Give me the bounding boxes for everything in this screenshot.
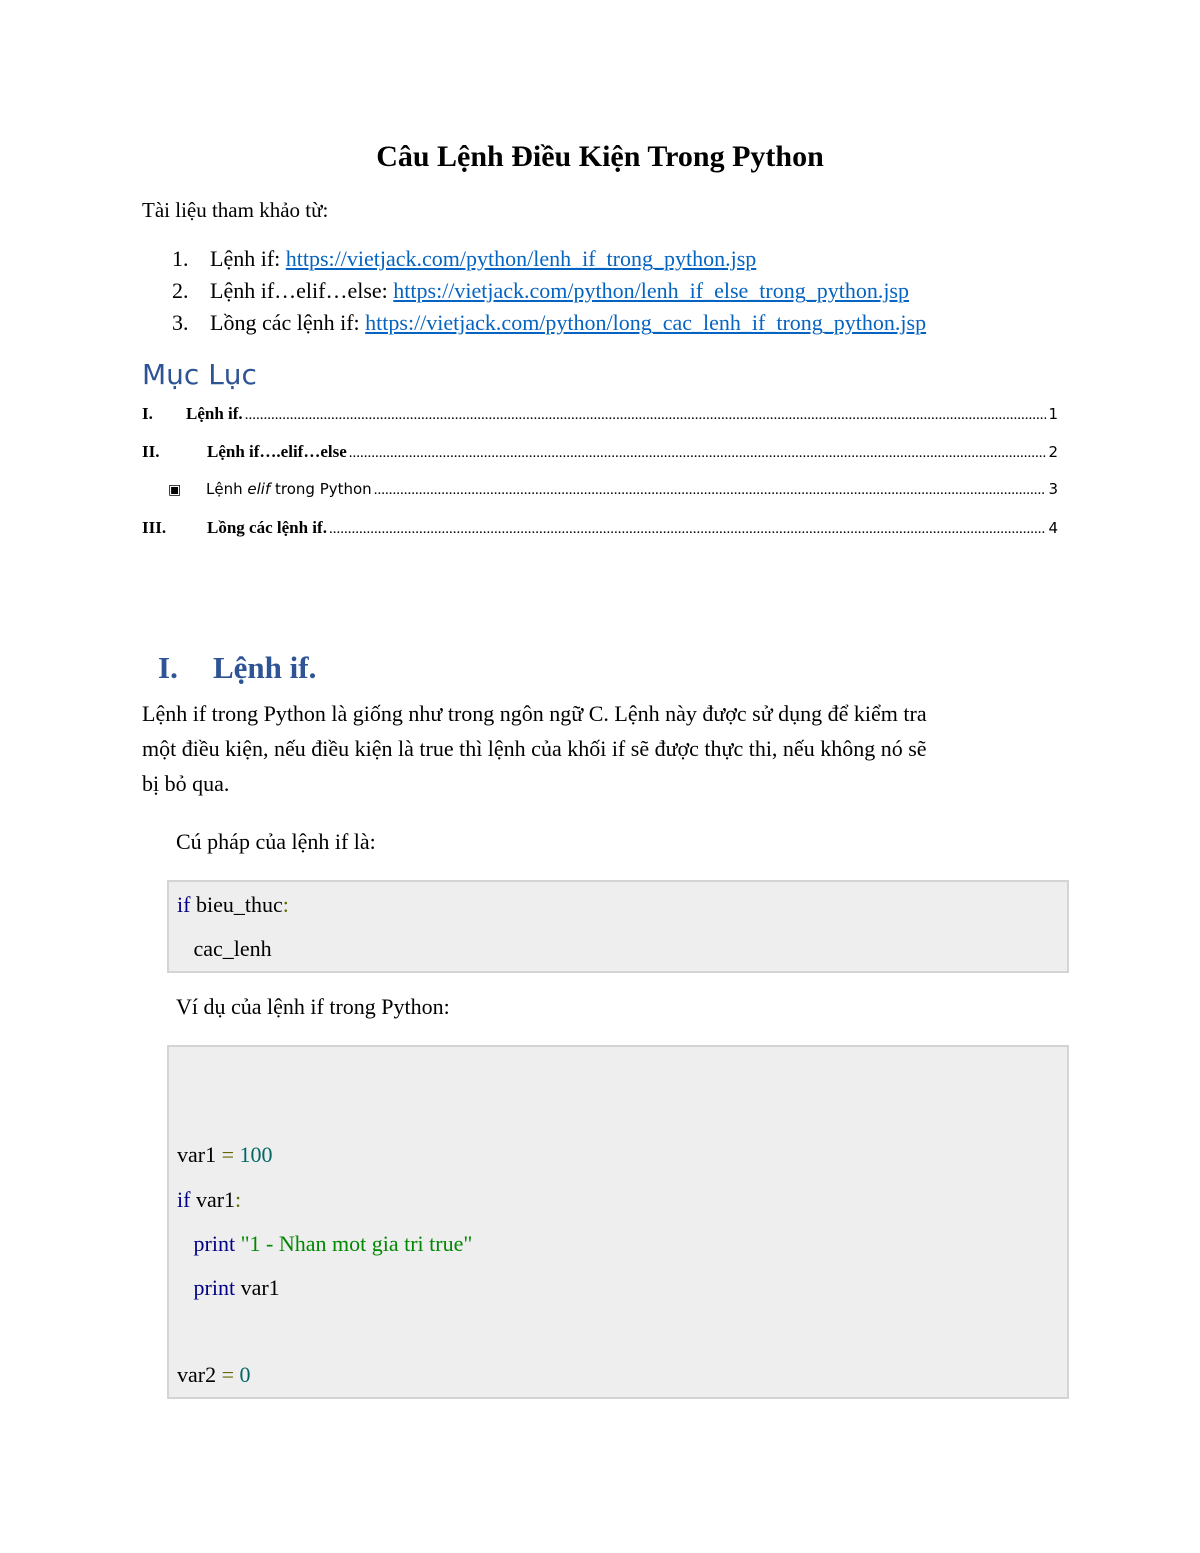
toc-numeral: I. xyxy=(142,404,153,423)
code-line: var2 = 0 xyxy=(177,1362,251,1387)
section-title: Lệnh if. xyxy=(213,650,317,685)
syntax-code-block xyxy=(167,880,1069,973)
reference-link[interactable]: https://vietjack.com/python/long_cac_lenh_if_trong_python.jsp xyxy=(365,310,927,335)
toc-leader xyxy=(245,407,1047,424)
reference-link[interactable]: https://vietjack.com/python/lenh_if_else_trong_python.jsp xyxy=(393,278,909,303)
toc-leader xyxy=(374,482,1047,499)
code-line: var1 = 100 xyxy=(177,1142,273,1167)
list-number: 2. xyxy=(172,278,189,303)
reference-link[interactable]: https://vietjack.com/python/lenh_if_trong_python.jsp xyxy=(285,246,757,271)
toc-page-number: 3 xyxy=(1048,480,1058,498)
example-code-block xyxy=(167,1045,1069,1399)
toc-numeral: III. xyxy=(142,518,167,537)
paragraph-line: Lệnh if trong Python là giống như trong ngôn ngữ C. Lệnh này được sử dụng để kiểm tra xyxy=(142,701,927,726)
example-label: Ví dụ của lệnh if trong Python: xyxy=(176,994,450,1019)
toc-page-number: 4 xyxy=(1048,519,1058,537)
list-number: 1. xyxy=(172,246,189,271)
page-title: Câu Lệnh Điều Kiện Trong Python xyxy=(376,140,824,173)
toc-leader xyxy=(329,521,1047,538)
list-number: 3. xyxy=(172,310,189,335)
section-heading xyxy=(158,650,316,686)
code-line: cac_lenh xyxy=(177,936,272,961)
code-line: print var1 xyxy=(177,1275,280,1300)
toc-label: Lệnh if. xyxy=(186,404,243,423)
section-paragraph xyxy=(142,696,1062,801)
reference-item xyxy=(172,275,926,307)
paragraph-line: bị bỏ qua. xyxy=(142,771,230,796)
reference-item xyxy=(172,243,926,275)
code-line: if bieu_thuc: xyxy=(177,892,289,917)
reference-item xyxy=(172,307,926,339)
reference-label: Lệnh if…elif…else: xyxy=(210,278,394,303)
toc-bullet-icon: ▣ xyxy=(168,482,182,498)
toc-entry[interactable] xyxy=(142,404,1058,428)
toc-label: Lệnh elif trong Python xyxy=(206,480,372,498)
toc-entry[interactable] xyxy=(142,480,1058,504)
references-list xyxy=(172,243,926,339)
toc-page-number: 1 xyxy=(1048,405,1058,423)
toc-page-number: 2 xyxy=(1048,443,1058,461)
syntax-label: Cú pháp của lệnh if là: xyxy=(176,829,376,854)
toc-heading: Mục Lục xyxy=(142,358,257,391)
references-intro: Tài liệu tham khảo từ: xyxy=(142,198,329,222)
toc-entry[interactable] xyxy=(142,442,1058,466)
toc-label: Lồng các lệnh if. xyxy=(207,518,327,537)
toc-entry[interactable] xyxy=(142,518,1058,542)
code-line: print "1 - Nhan mot gia tri true" xyxy=(177,1231,473,1256)
toc-numeral: II. xyxy=(142,442,160,461)
section-numeral: I. xyxy=(158,650,178,685)
toc-leader xyxy=(349,445,1047,462)
toc-label: Lệnh if….elif…else xyxy=(207,442,347,461)
code-line: if var1: xyxy=(177,1187,242,1212)
paragraph-line: một điều kiện, nếu điều kiện là true thì lệnh của khối if sẽ được thực thi, nếu không nó sẽ xyxy=(142,736,927,761)
reference-label: Lệnh if: xyxy=(210,246,286,271)
reference-label: Lồng các lệnh if: xyxy=(210,310,366,335)
